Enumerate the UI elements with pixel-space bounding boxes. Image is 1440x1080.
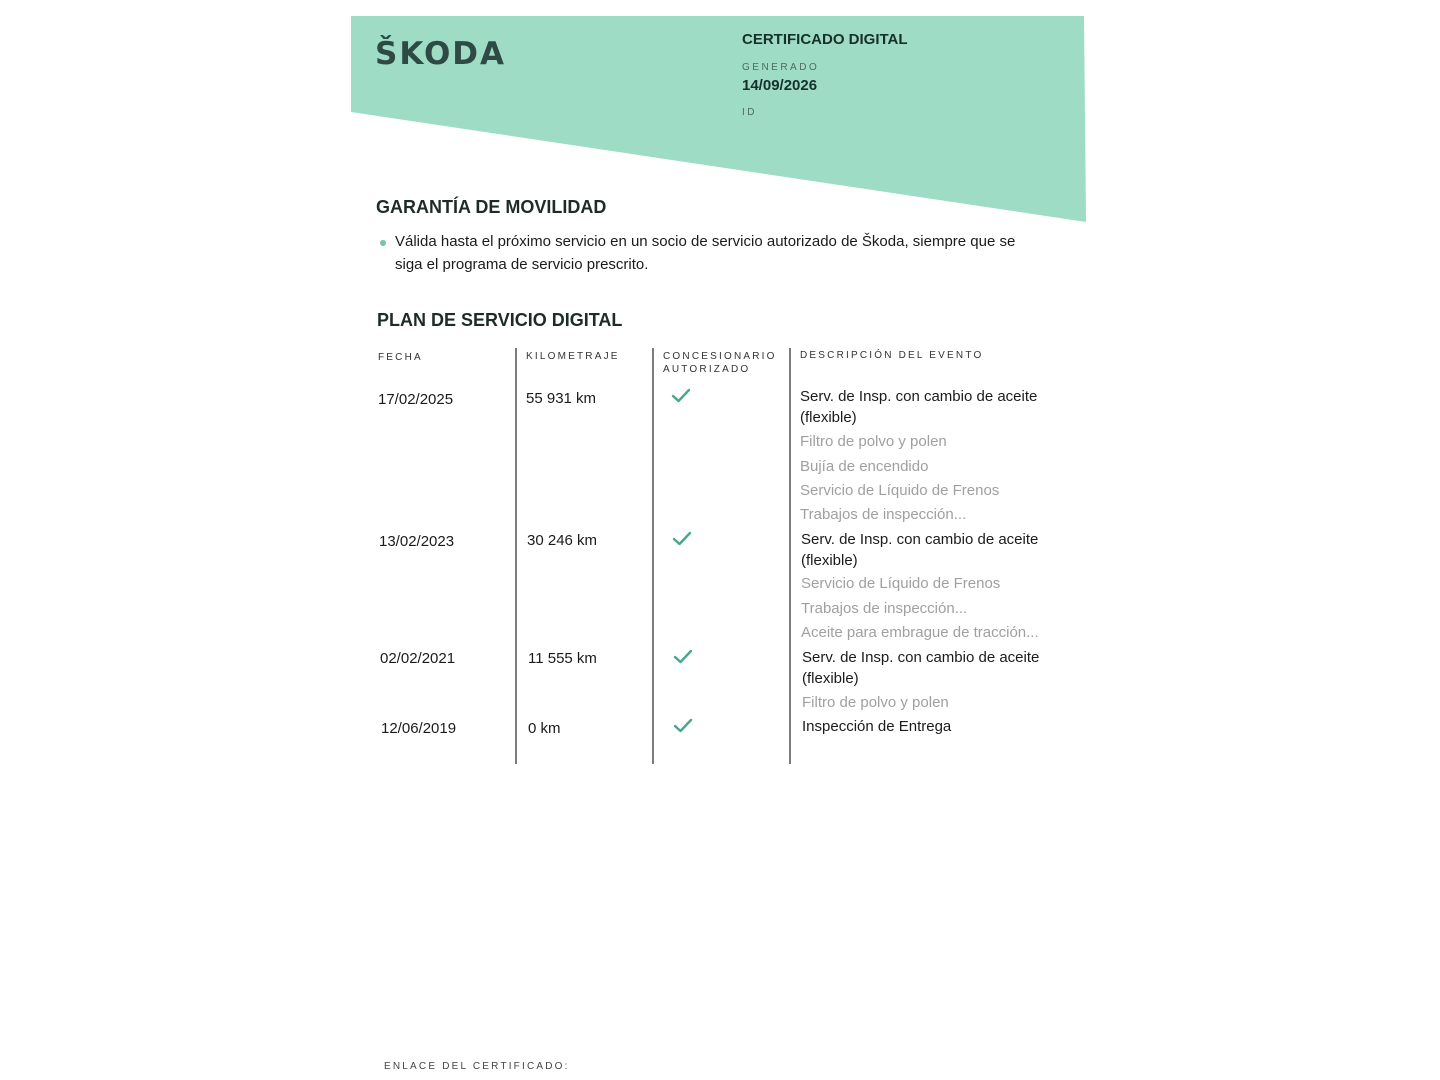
col-header-mileage: KILOMETRAJE [526, 351, 620, 362]
column-divider [515, 348, 517, 764]
skoda-logo: ŠKODA [375, 36, 507, 72]
certificate-link-label: ENLACE DEL CERTIFICADO: [384, 1061, 570, 1072]
event-sub: Servicio de Líquido de Frenos [801, 575, 1001, 592]
event-main-line: (flexible) [800, 409, 857, 426]
row-date: 13/02/2023 [379, 533, 455, 550]
row-date: 17/02/2025 [378, 391, 454, 408]
generated-label: GENERADO [742, 62, 820, 73]
row-mileage: 11 555 km [528, 650, 597, 667]
check-icon [671, 388, 691, 404]
event-main-line: (flexible) [801, 552, 858, 569]
bullet-icon [380, 240, 386, 246]
service-plan-title: PLAN DE SERVICIO DIGITAL [377, 310, 623, 330]
row-date: 12/06/2019 [381, 720, 457, 737]
check-icon [673, 649, 693, 665]
col-header-date: FECHA [378, 352, 423, 363]
column-divider [789, 348, 791, 764]
col-header-dealer-line1: CONCESIONARIO [663, 351, 777, 362]
event-main-line: Serv. de Insp. con cambio de aceite [802, 649, 1040, 666]
event-sub: Trabajos de inspección... [801, 600, 968, 617]
event-sub: Trabajos de inspección... [800, 506, 967, 523]
event-main [802, 716, 1062, 737]
col-header-dealer [663, 350, 777, 376]
event-sub: Filtro de polvo y polen [800, 433, 947, 450]
col-header-dealer-line2: AUTORIZADO [663, 364, 751, 375]
column-divider [652, 348, 654, 764]
check-icon [672, 531, 692, 547]
id-label: ID [742, 107, 757, 118]
event-main-line: Serv. de Insp. con cambio de aceite [800, 388, 1038, 405]
event-sub: Filtro de polvo y polen [802, 694, 949, 711]
event-main-line: Serv. de Insp. con cambio de aceite [801, 531, 1039, 548]
check-icon [673, 718, 693, 734]
generated-date: 14/09/2026 [742, 77, 818, 94]
event-main [800, 386, 1060, 428]
event-sub: Bujía de encendido [800, 458, 929, 475]
event-sub: Servicio de Líquido de Frenos [800, 482, 1000, 499]
mobility-text: Válida hasta el próximo servicio en un socio de servicio autorizado de Škoda, siempre que se siga el programa de servicio prescrito. [395, 233, 1016, 273]
row-mileage: 55 931 km [526, 390, 597, 407]
certificate-title: CERTIFICADO DIGITAL [742, 31, 908, 48]
event-main [802, 647, 1062, 689]
mobility-title: GARANTÍA DE MOVILIDAD [376, 197, 607, 217]
event-main [801, 529, 1061, 571]
event-main-line: Inspección de Entrega [802, 718, 952, 735]
row-date: 02/02/2021 [380, 650, 456, 667]
col-header-description: DESCRIPCIÓN DEL EVENTO [800, 350, 984, 361]
event-main-line: (flexible) [802, 670, 859, 687]
event-sub: Aceite para embrague de tracción... [801, 624, 1039, 641]
row-mileage: 0 km [528, 720, 561, 737]
row-mileage: 30 246 km [527, 532, 598, 549]
